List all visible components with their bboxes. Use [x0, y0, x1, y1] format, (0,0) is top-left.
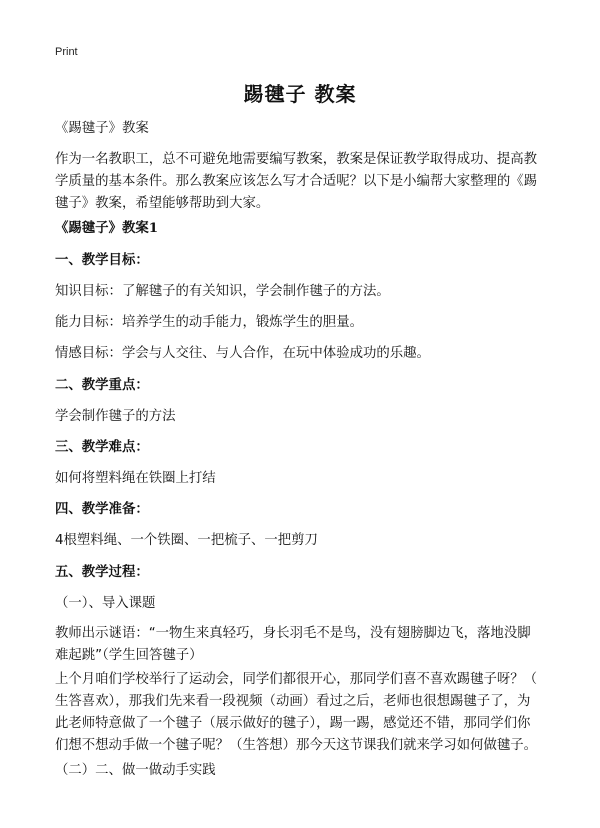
step-1-title: （一）、导入课题	[55, 596, 156, 611]
section-title: 《踢毽子》教案1	[55, 220, 159, 236]
story-line: 们想不想动手做一个毽子呢？（生答想）那今天这节课我们就来学习如何做毽子。	[55, 738, 538, 753]
difficulty-text: 如何将塑料绳在铁圈上打结	[55, 471, 216, 486]
story-line: 此老师特意做了一个毽子（展示做好的毽子），踢一踢，感觉还不错，那同学们你	[55, 716, 531, 731]
intro-line: 作为一名教职工，总不可避免地需要编写教案，教案是保证教学取得成功、提高教	[55, 152, 538, 167]
goal-ability: 能力目标：培养学生的动手能力，锻炼学生的胆量。	[55, 315, 363, 330]
document-subtitle: 《踢毽子》教案	[55, 121, 149, 136]
heading-preparation: 四、教学准备：	[55, 501, 149, 517]
print-link[interactable]: Print	[55, 46, 78, 58]
goal-emotion: 情感目标：学会与人交往、与人合作，在玩中体验成功的乐趣。	[55, 346, 430, 361]
riddle-line: 教师出示谜语：“一物生来真轻巧，身长羽毛不是鸟，没有翅膀脚边飞，落地没脚	[55, 626, 531, 641]
riddle-line: 难起跳”（学生回答毽子）	[55, 648, 203, 663]
preparation-text: 4根塑料绳、一个铁圈、一把梳子、一把剪刀	[55, 533, 318, 548]
heading-goals: 一、教学目标：	[55, 252, 149, 268]
heading-difficulty: 三、教学难点：	[55, 439, 149, 455]
story-paragraph	[55, 669, 553, 757]
heading-key-points: 二、教学重点：	[55, 377, 149, 393]
intro-line: 毽子》教案，希望能够帮助到大家。	[55, 196, 270, 211]
key-points-text: 学会制作毽子的方法	[55, 409, 176, 424]
step-2-title: （二）二、做一做动手实践	[55, 763, 216, 778]
heading-process: 五、教学过程：	[55, 564, 149, 580]
intro-line: 学质量的基本条件。那么教案应该怎么写才合适呢？以下是小编帮大家整理的《踢	[55, 174, 538, 189]
intro-paragraph	[55, 149, 553, 215]
story-line: 生答喜欢），那我们先来看一段视频（动画）看过之后，老师也很想踢毽子了，为	[55, 694, 531, 709]
document-title: 踢毽子 教案	[243, 82, 357, 106]
goal-knowledge: 知识目标：了解毽子的有关知识，学会制作毽子的方法。	[55, 284, 390, 299]
riddle-paragraph	[55, 623, 553, 667]
story-line: 上个月咱们学校举行了运动会，同学们都很开心，那同学们喜不喜欢踢毽子呀？（	[55, 672, 538, 687]
